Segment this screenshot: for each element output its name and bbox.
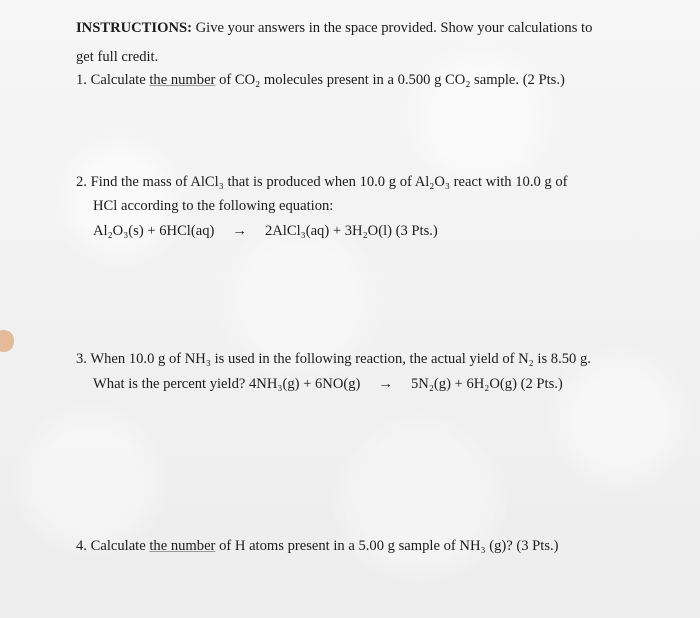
- q2-eq-right: 2AlCl₃(aq) + 3H₂O(l) (3 Pts.): [264, 223, 438, 239]
- instructions-line-2: [76, 48, 158, 66]
- instructions-line: [76, 19, 592, 37]
- instructions-text-2: get full credit.: [76, 49, 159, 65]
- q3-line2: What is the percent yield? 4NH₃(g) + 6NO(g): [93, 376, 361, 392]
- q4-pre: Calculate: [86, 538, 150, 554]
- q2-line1: Find the mass of AlCl₃ that is produced when 10.0 g of Al₂O₃ react with 10.0 g of: [86, 174, 568, 190]
- question-2-line-2: [93, 197, 333, 215]
- question-2-equation: [93, 222, 438, 240]
- question-4: [76, 537, 559, 555]
- q2-arrow: →: [232, 223, 247, 239]
- question-2-line-1: [76, 173, 568, 191]
- q1-underlined: the number: [149, 72, 216, 88]
- instructions-label: INSTRUCTIONS:: [76, 20, 192, 36]
- q1-post: of CO₂ molecules present in a 0.500 g CO₂ sample. (2 Pts.): [215, 72, 565, 88]
- q3-number: 3.: [76, 351, 87, 367]
- question-3-line-1: [76, 350, 591, 368]
- q1-pre: Calculate: [86, 72, 150, 88]
- question-3-line-2: [93, 375, 563, 393]
- instructions-text: Give your answers in the space provided. Show your calculations to: [191, 20, 593, 36]
- question-1: [76, 71, 565, 89]
- q4-underlined: the number: [149, 538, 216, 554]
- q3-line1: When 10.0 g of NH₃ is used in the following reaction, the actual yield of N₂ is 8.50 g.: [86, 351, 591, 367]
- q4-number: 4.: [76, 538, 87, 554]
- q3-eq-right: 5N₂(g) + 6H₂O(g) (2 Pts.): [411, 376, 563, 392]
- orange-blot: [0, 330, 14, 352]
- q2-eq-left: Al₂O₃(s) + 6HCl(aq): [93, 223, 215, 239]
- q2-line2: HCl according to the following equation:: [93, 198, 334, 214]
- q3-arrow: →: [378, 376, 393, 392]
- q2-number: 2.: [76, 174, 87, 190]
- q1-number: 1.: [76, 72, 87, 88]
- q4-post: of H atoms present in a 5.00 g sample of NH₃ (g)? (3 Pts.): [215, 538, 559, 554]
